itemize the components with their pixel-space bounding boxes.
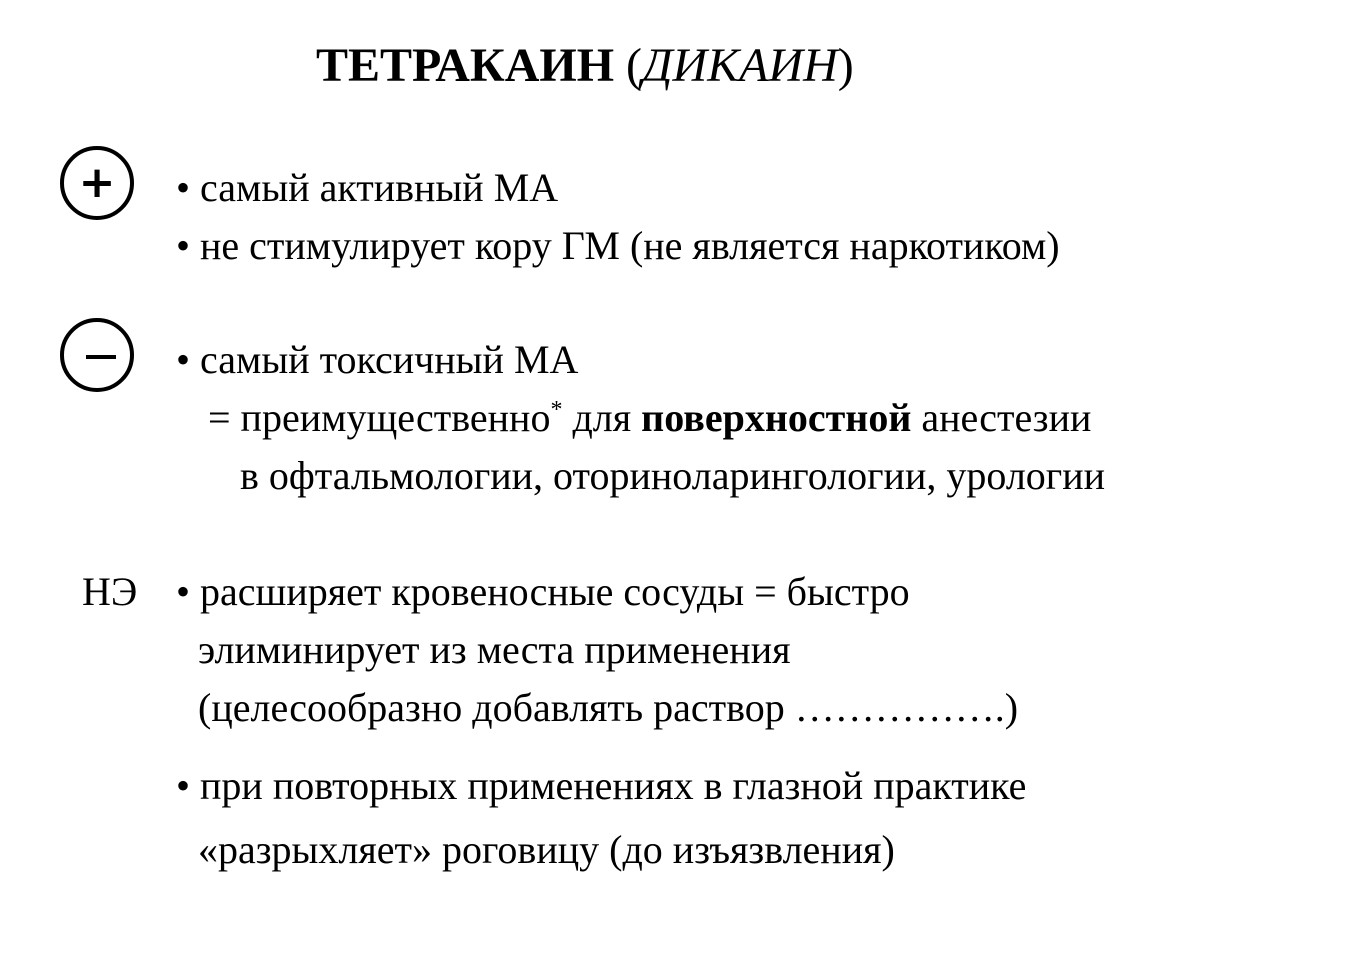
- title-main: ТЕТРАКАИН: [316, 39, 615, 92]
- ne-line-2: элиминирует из места применения: [198, 627, 791, 672]
- plus-symbol: +: [78, 157, 116, 208]
- plus-line-2: • не стимулирует кору ГМ (не является наркотиком): [176, 223, 1060, 268]
- title-open-paren: (: [626, 39, 643, 92]
- ne-line-3: (целесообразно добавлять раствор …………….): [198, 685, 1019, 730]
- minus-use-line: [208, 395, 1092, 440]
- title-close-paren: ): [837, 39, 854, 92]
- ne-label: НЭ: [82, 569, 138, 614]
- use-prefix: = преимущественно: [208, 395, 551, 440]
- footnote-asterisk: *: [550, 397, 563, 423]
- minus-bar: [86, 355, 116, 359]
- minus-circle-icon: [60, 318, 134, 392]
- use-middle: для: [562, 395, 642, 440]
- minus-line-1: • самый токсичный МА: [176, 337, 579, 382]
- plus-circle-icon: [60, 146, 134, 220]
- use-bold: поверхностной: [641, 395, 912, 440]
- ne-line-1: • расширяет кровеносные сосуды = быстро: [176, 569, 910, 614]
- plus-line-1: • самый активный МА: [176, 165, 559, 210]
- use-suffix: анестезии: [911, 395, 1092, 440]
- title-italic: ДИКАИН: [642, 39, 838, 92]
- minus-use-line-2: в офтальмологии, оториноларингологии, урологии: [240, 453, 1105, 498]
- ne-line-5: «разрыхляет» роговицу (до изъязвления): [198, 827, 895, 872]
- slide-title: [316, 39, 854, 92]
- ne-line-4: • при повторных применениях в глазной практике: [176, 763, 1027, 808]
